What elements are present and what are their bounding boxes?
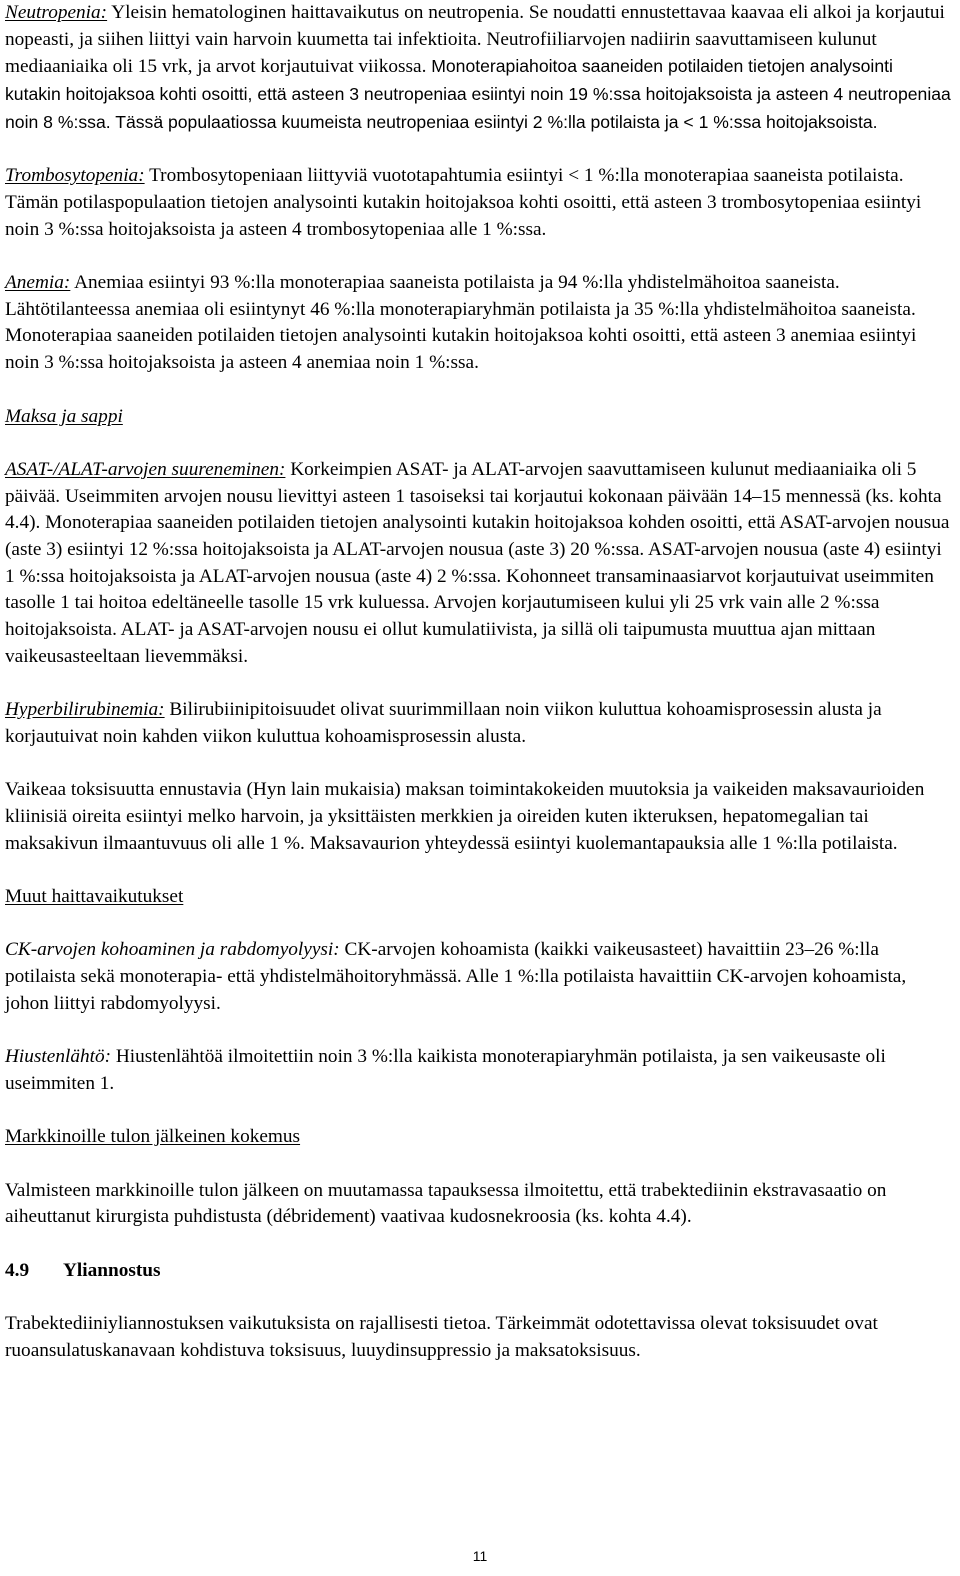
hiustenlahto-text: Hiustenlähtöä ilmoitettiin noin 3 %:lla kaikista monoterapiaryhmän potilaista, ja sen vaikeusaste oli useimmiten 1. <box>5 1046 886 1094</box>
anemia-paragraph <box>5 270 953 377</box>
section-4-9-number: 4.9 <box>5 1259 30 1281</box>
markkinoille-heading <box>5 1124 953 1151</box>
hiustenlahto-label: Hiustenlähtö: <box>5 1046 112 1068</box>
hyperbilirubinemia-label: Hyperbilirubinemia: <box>5 699 165 721</box>
vaikea-toksisuus-paragraph: Vaikeaa toksisuutta ennustavia (Hyn lain mukaisia) maksan toimintakokeiden muutoksia ja vaikeiden maksavaurioiden kliinisiä oireita esiintyi melko harvoin, ja yksittäisten merkkien ja oireiden kuten ikteruksen, hepatomegalian tai maksakivun ilmaantuvuus oli alle 1 %. Maksavaurion yhteydessä esiintyi kuolemantapauksia alle 1 %:lla potilaista. <box>5 779 925 854</box>
anemia-label: Anemia: <box>5 272 71 293</box>
markkinoille-paragraph: Valmisteen markkinoille tulon jälkeen on muutamassa tapauksessa ilmoitettu, että trabektediinin ekstravasaatio on aiheuttanut kirurgista puhdistusta (débridement) vaativaa kudosnekroosia (ks. kohta 4.4). <box>5 1179 887 1228</box>
anemia-text: Anemiaa esiintyi 93 %:lla monoterapiaa saaneista potilaista ja 94 %:lla yhdistelmähoitoa saaneista. Lähtötilanteessa anemiaa oli esiintynyt 46 %:lla monoterapiaryhmän potilaista ja 35 %:lla yhdistelmähoitoa saaneista. Monoterapiaa saaneiden potilaiden tietojen analysointi kutakin hoitojaksoa kohti osoitti, että asteen 3 anemiaa esiintyi noin 3 %:ssa hoitojaksoista ja asteen 4 anemiaa noin 1 %:ssa. <box>5 272 917 374</box>
neutropenia-paragraph <box>5 0 953 137</box>
ck-label: CK-arvojen kohoaminen ja rabdomyolyysi: <box>5 939 340 961</box>
trombosytopenia-text: Trombosytopeniaan liittyviä vuototapahtumia esiintyi < 1 %:lla monoterapiaa saaneista potilaista. Tämän potilaspopulaation tietojen analysointi kutakin hoitojaksoa kohti osoitti, että asteen 3 trombosytopeniaa esiintyi noin 3 %:ssa hoitojaksoista ja asteen 4 trombosytopeniaa alle 1 %:ssa. <box>5 165 922 240</box>
page-number: 11 <box>472 1548 488 1564</box>
asat-alat-text: Korkeimpien ASAT- ja ALAT-arvojen saavuttamiseen kulunut mediaaniaika oli 5 päivää. Useimmiten arvojen nousu lievittyi asteen 1 tasoiseksi tai korjautui kokonaan päivään 14–15 mennessä (ks. kohta 4.4). Monoterapiaa saaneiden potilaiden tietojen analysointi kutakin hoitojaksoa kohden osoitti, että ASAT-arvojen nousua (aste 3) esiintyi 12 %:ssa hoitojaksoista ja ALAT-arvojen nousua (aste 3) 20 %:ssa. ASAT-arvojen nousua (aste 4) esiintyi 1 %:ssa hoitojaksoista ja ALAT-arvojen nousua (aste 4) 2 %:ssa. Kohonneet transaminaasiarvot korjautuivat useimmiten tasolle 1 tai hoitoa edeltäneelle tasolle 15 vrk kuluessa. Arvojen korjautumiseen kului yli 25 vrk vain alle 2 %:ssa hoitojaksoista. ALAT- ja ASAT-arvojen nousu ei ollut kumulatiivista, ja sillä oli taipumusta muuttua ajan mittaan vaikeusasteeltaan lievemmäksi. <box>5 458 950 667</box>
neutropenia-text: Yleisin hematologinen haittavaikutus on neutropenia. Se noudatti ennustettavaa kaavaa eli alkoi ja korjautui nopeasti, ja siihen liittyi vain harvoin kuumetta tai infektioita. Neutrofiiliarvojen nadiirin saavuttamiseen kulunut mediaaniaika oli 15 vrk, ja arvot korjautuivat viikossa. <box>5 2 945 78</box>
neutropenia-analysis-text: Monoterapiahoitoa saaneiden potilaiden tietojen analysointi kutakin hoitojaksoa kohti osoitti, että asteen 3 neutropeniaa esiintyi noin 19 %:ssa hoitojaksoista ja asteen 4 neutropeniaa noin 8 %:ssa. Tässä populaatiossa kuumeista neutropeniaa esiintyi 2 %:lla potilaista ja < 1 %:ssa hoitojaksoista. <box>5 56 951 132</box>
hyperbilirubinemia-paragraph <box>5 697 953 750</box>
ck-paragraph <box>5 937 953 1017</box>
hiustenlahto-paragraph <box>5 1044 953 1097</box>
trombosytopenia-paragraph <box>5 163 953 243</box>
hyperbilirubinemia-text: Bilirubiinipitoisuudet olivat suurimmillaan noin viikon kuluttua kohoamisprosessin alusta ja korjautuivat noin kahden viikon kuluttua kohoamisprosessin alusta. <box>5 699 882 747</box>
asat-alat-paragraph <box>5 457 953 671</box>
muut-heading-text: Muut haittavaikutukset <box>5 886 184 908</box>
section-4-9-title: Yliannostus <box>63 1259 161 1281</box>
asat-alat-label: ASAT-/ALAT-arvojen suureneminen: <box>5 458 286 480</box>
maksa-heading: Maksa ja sappi <box>5 405 123 427</box>
muut-heading <box>5 884 953 911</box>
section-4-9-heading <box>5 1258 953 1285</box>
ck-text: CK-arvojen kohoamista (kaikki vaikeusasteet) havaittiin 23–26 %:lla potilaista sekä monoterapia- että yhdistelmähoitoryhmässä. Alle 1 %:lla potilaista havaittiin CK-arvojen kohoamista, johon liittyi rabdomyolyysi. <box>5 939 907 1014</box>
neutropenia-label: Neutropenia: <box>5 2 108 23</box>
document-page <box>5 0 953 1391</box>
markkinoille-heading-text: Markkinoille tulon jälkeinen kokemus <box>5 1126 301 1148</box>
trombosytopenia-label: Trombosytopenia: <box>5 165 145 187</box>
yliannostus-paragraph: Trabektediiniyliannostuksen vaikutuksista on rajallisesti tietoa. Tärkeimmät odotettavissa olevat toksisuudet ovat ruoansulatuskanavaan kohdistuva toksisuus, luuydinsuppressio ja maksatoksisuus. <box>5 1313 878 1361</box>
